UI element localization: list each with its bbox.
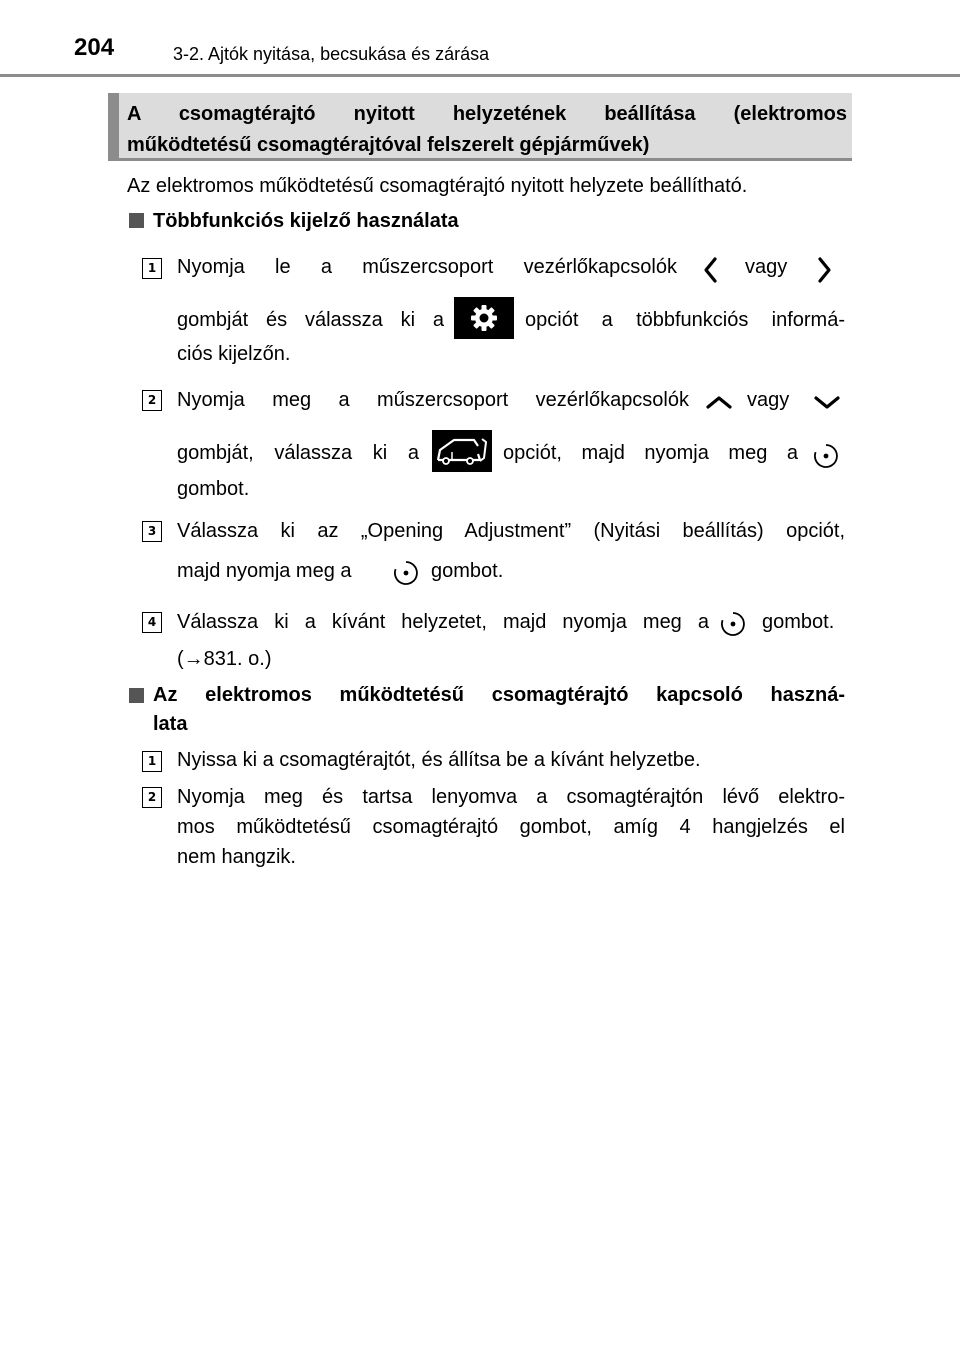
step-number: 2 <box>142 787 162 808</box>
step-number: 2 <box>142 390 162 411</box>
section-title-line2: működtetésű csomagtérajtóval felszerelt gépjárművek) <box>127 134 650 156</box>
enter-button-icon <box>393 560 419 586</box>
enter-button-icon <box>720 611 746 637</box>
step3-line2a: majd nyomja meg a <box>177 560 352 582</box>
step3-line1: Válassza ki az „Opening Adjustment” (Nyitási beállítás) opciót, <box>177 520 845 542</box>
step4-line2: (→831. o.) <box>177 648 272 670</box>
section-title-box <box>108 93 852 161</box>
settings-gear-icon <box>454 297 514 339</box>
step1-line2b: opciót a többfunkciós informá- <box>525 309 845 331</box>
chapter-title: 3-2. Ajtók nyitása, becsukása és zárása <box>173 44 490 64</box>
step2-line3: gombot. <box>177 478 250 500</box>
section-bullet <box>129 213 144 228</box>
step-number: 1 <box>142 258 162 279</box>
step-number: 1 <box>142 751 162 772</box>
chevron-up-icon <box>705 394 733 410</box>
step1-line2a: gombját és válassza ki a <box>177 309 444 331</box>
intro-text: Az elektromos működtetésű csomagtérajtó nyitott helyzete beállítható. <box>127 175 748 197</box>
step1-line3: ciós kijelzőn. <box>177 343 291 365</box>
s2-step2-line1: Nyomja meg és tartsa lenyomva a csomagtérajtón lévő elektro- <box>177 786 845 808</box>
step3-line2b: gombot. <box>431 560 504 582</box>
step4-line1a: Válassza ki a kívánt helyzetet, majd nyomja meg a <box>177 611 709 633</box>
s2-step2-line2: mos működtetésű csomagtérajtó gombot, amíg 4 hangjelzés el <box>177 816 845 838</box>
s2-step1-line1: Nyissa ki a csomagtérajtót, és állítsa be a kívánt helyzetbe. <box>177 749 701 771</box>
chevron-right-icon <box>813 256 835 284</box>
section-title-line1: A csomagtérajtó nyitott helyzetének beállítása (elektromos <box>127 103 847 125</box>
section1-heading: Többfunkciós kijelző használata <box>153 210 459 232</box>
step1-vagy: vagy <box>745 256 788 278</box>
section2-heading-line2: lata <box>153 713 188 735</box>
chevron-down-icon <box>813 394 841 410</box>
header-rule <box>0 74 960 77</box>
page-header <box>0 0 960 80</box>
step2-vagy: vagy <box>747 389 790 411</box>
s2-step2-line3: nem hangzik. <box>177 846 296 868</box>
enter-button-icon <box>813 443 839 469</box>
step-number: 4 <box>142 612 162 633</box>
step-number: 3 <box>142 521 162 542</box>
vehicle-tailgate-icon <box>432 430 492 472</box>
step1-line1: Nyomja le a műszercsoport vezérlőkapcsolók <box>177 256 677 278</box>
page-number: 204 <box>74 34 115 61</box>
step2-line2a: gombját, válassza ki a <box>177 442 419 464</box>
step2-line2b: opciót, majd nyomja meg a <box>503 442 798 464</box>
step2-line1: Nyomja meg a műszercsoport vezérlőkapcsolók <box>177 389 689 411</box>
section-title <box>127 99 847 161</box>
section2-heading-line1: Az elektromos működtetésű csomagtérajtó kapcsoló haszná- <box>153 684 845 706</box>
chevron-left-icon <box>700 256 722 284</box>
section-bullet <box>129 688 144 703</box>
step4-line1b: gombot. <box>762 611 835 633</box>
